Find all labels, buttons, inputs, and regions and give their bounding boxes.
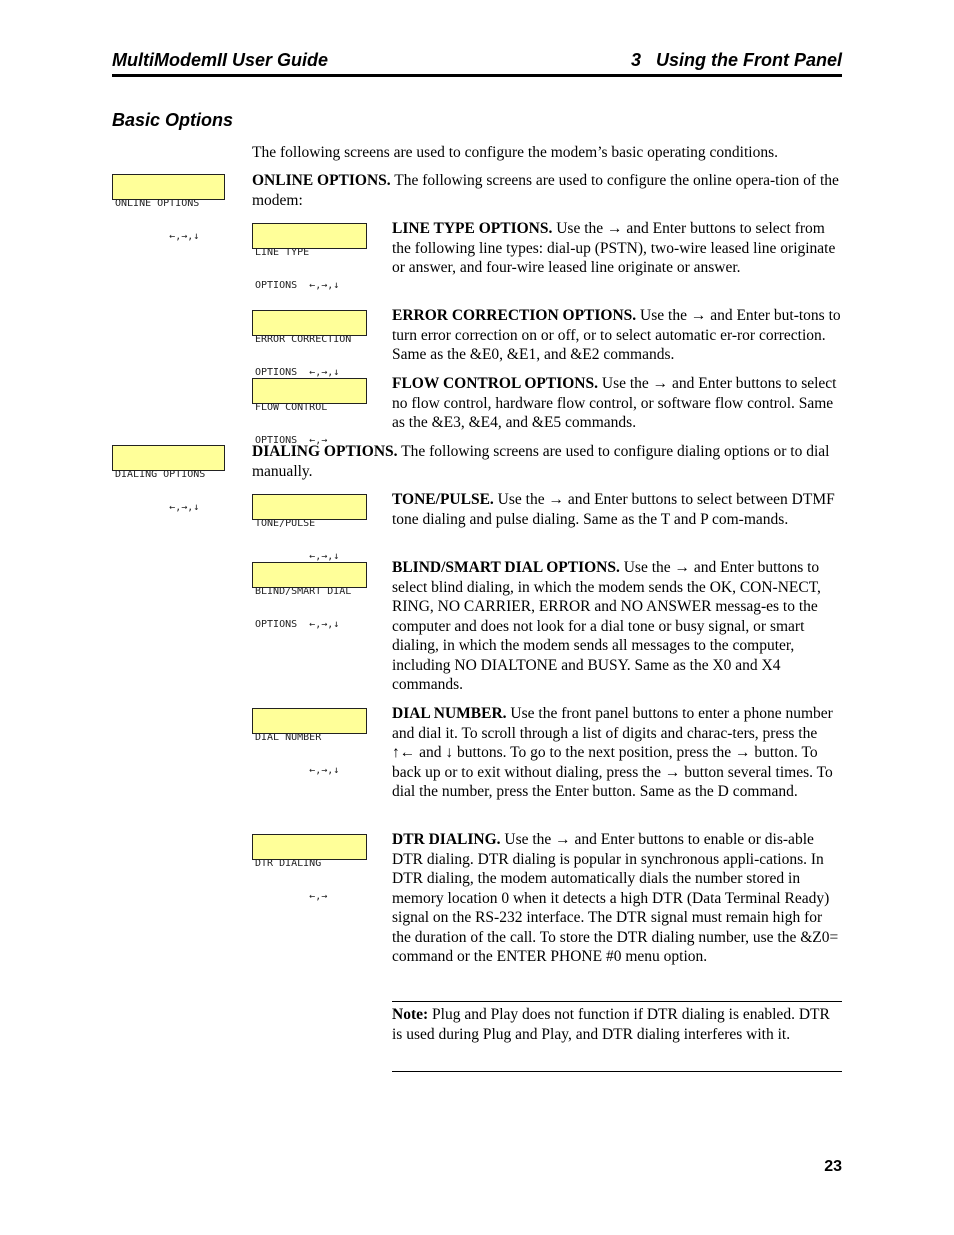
dial-number-title: DIAL NUMBER.	[392, 705, 507, 722]
lcd-line-1: FLOW CONTROL	[255, 402, 328, 413]
tone-pulse-title: TONE/PULSE.	[392, 491, 494, 508]
lcd-line-2: ←,→,↓	[115, 231, 200, 242]
lcd-line-2: ←,→	[255, 891, 328, 902]
page-number: 23	[824, 1158, 842, 1175]
lcd-line-2: OPTIONS ←,→,↓	[255, 367, 340, 378]
dialing-options-title: DIALING OPTIONS.	[252, 443, 398, 460]
lcd-online-options	[112, 174, 225, 242]
flow-control-title: FLOW CONTROL OPTIONS.	[392, 375, 598, 392]
lcd-line-1: ONLINE OPTIONS	[115, 198, 200, 209]
error-correction-paragraph	[392, 306, 842, 365]
note-bottom-rule	[392, 1071, 842, 1072]
lcd-line-1: DTR DIALING	[255, 858, 322, 869]
dial-number-text: Use the front panel buttons to enter a phone number and dial it. To scroll through a list of digits and charac-ters, press the ↑← and ↓ buttons. To go to the next position, press the → button. To back up or to exit without dialing, press the → button several times. To dial the number, press the Enter button. Same as the D command.	[392, 705, 833, 800]
lcd-error-correction-options	[252, 310, 367, 378]
lcd-line-2: OPTIONS ←,→	[255, 435, 328, 446]
lcd-line-1: LINE TYPE	[255, 247, 310, 258]
note-paragraph	[392, 1005, 842, 1044]
header-rule	[112, 74, 842, 77]
dtr-dialing-text: Use the → and Enter buttons to enable or dis-able DTR dialing. DTR dialing is popular in synchronous appli-cations. In DTR dialing, the modem automatically dials the number stored in memory location 0 when it detects a high DTR (Data Terminal Ready) signal on the RS-232 interface. The DTR signal must remain high for the duration of the call. To store the DTR dialing number, use the &Z0= command or the ENTER PHONE #0 menu option.	[392, 831, 839, 965]
line-type-text: Use the → and Enter buttons to select from the following line types: dial-up (PSTN), two-wire leased line originate or answer, and four-wire leased line originate or answer.	[392, 220, 836, 276]
running-header	[112, 50, 842, 74]
dial-number-paragraph	[392, 704, 842, 802]
flow-control-text: Use the → and Enter buttons to select no flow control, hardware flow control, or software flow control. Same as the &E3, &E4, and &E5 commands.	[392, 375, 837, 431]
error-correction-text: Use the → and Enter but-tons to turn error correction on or off, or to select automatic er-ror correction. Same as the &E0, &E1, and &E2 commands.	[392, 307, 841, 363]
line-type-title: LINE TYPE OPTIONS.	[392, 220, 553, 237]
header-title: MultiModemII User Guide	[112, 50, 329, 70]
lcd-line-2: OPTIONS ←,→,↓	[255, 619, 340, 630]
online-options-text: The following screens are used to configure the online opera-tion of the modem:	[252, 172, 839, 209]
blind-smart-title: BLIND/SMART DIAL OPTIONS.	[392, 559, 620, 576]
lcd-line-2: OPTIONS ←,→,↓	[255, 280, 340, 291]
header-chapter: 3 Using the Front Panel	[630, 50, 842, 70]
section-title: Basic Options	[112, 110, 234, 130]
note-top-rule	[392, 1001, 842, 1002]
dialing-options-text: The following screens are used to configure dialing options or to dial manually.	[252, 443, 830, 480]
lcd-blind-smart-dial-options	[252, 562, 367, 630]
lcd-dial-number	[252, 708, 367, 776]
flow-control-paragraph	[392, 374, 842, 433]
intro-paragraph: The following screens are used to configure the modem’s basic operating conditions.	[252, 144, 778, 161]
line-type-paragraph	[392, 219, 842, 278]
online-options-paragraph	[252, 171, 842, 210]
lcd-line-2: ←,→,↓	[115, 502, 200, 513]
note-label: Note:	[392, 1006, 429, 1023]
error-correction-title: ERROR CORRECTION OPTIONS.	[392, 307, 637, 324]
lcd-line-2: ←,→,↓	[255, 551, 340, 562]
lcd-line-1: BLIND/SMART DIAL	[255, 586, 352, 597]
dtr-dialing-paragraph	[392, 830, 842, 967]
lcd-dialing-options	[112, 445, 225, 513]
note-text: Plug and Play does not function if DTR dialing is enabled. DTR is used during Plug and Play, and DTR dialing interferes with it.	[392, 1006, 830, 1043]
lcd-line-1: DIALING OPTIONS	[115, 469, 206, 480]
dialing-options-paragraph	[252, 442, 842, 481]
dtr-dialing-title: DTR DIALING.	[392, 831, 501, 848]
lcd-line-type-options	[252, 223, 367, 291]
tone-pulse-text: Use the → and Enter buttons to select between DTMF tone dialing and pulse dialing. Same as the T and P com-mands.	[392, 491, 835, 528]
lcd-line-2: ←,→,↓	[255, 765, 340, 776]
blind-smart-text: Use the → and Enter buttons to select blind dialing, in which the modem sends the OK, CON-NECT, RING, NO CARRIER, ERROR and NO ANSWER messag-es to the computer and does not look for a dial tone or busy signal, or smart dialing, in which the modem sends all messages to the computer, including NO DIALTONE and BUSY. Same as the X0 and X4 commands.	[392, 559, 821, 693]
lcd-tone-pulse	[252, 494, 367, 562]
lcd-line-1: DIAL NUMBER	[255, 732, 322, 743]
tone-pulse-paragraph	[392, 490, 842, 529]
lcd-dtr-dialing	[252, 834, 367, 902]
online-options-title: ONLINE OPTIONS.	[252, 172, 391, 189]
blind-smart-paragraph	[392, 558, 842, 695]
lcd-flow-control-options	[252, 378, 367, 446]
lcd-line-1: ERROR CORRECTION	[255, 334, 352, 345]
lcd-line-1: TONE/PULSE	[255, 518, 316, 529]
